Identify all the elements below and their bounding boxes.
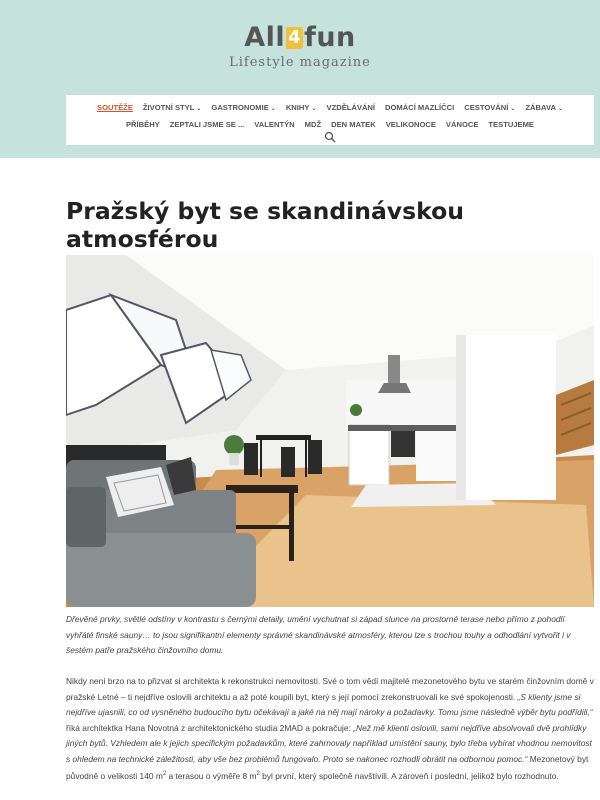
nav-item-label: SOUTĚŽE xyxy=(97,103,133,112)
nav-item-label: VELIKONOCE xyxy=(385,120,436,129)
nav-item-gastronomie[interactable] xyxy=(211,103,275,112)
nav-item-zivotni-styl[interactable] xyxy=(143,103,202,112)
chevron-down-icon: ⌄ xyxy=(270,106,276,112)
nav-item-label: DEN MATEK xyxy=(331,120,376,129)
nav-item-vzdelavani[interactable] xyxy=(327,103,376,112)
nav-row-secondary xyxy=(66,120,594,129)
site-header xyxy=(0,0,600,158)
logo-four-badge: 4 xyxy=(288,27,302,48)
nav-item-label: TESTUJEME xyxy=(488,120,534,129)
nav-item-valentyn[interactable] xyxy=(254,120,294,129)
nav-item-label: ZÁBAVA xyxy=(525,103,556,112)
nav-item-domaci-mazlicci[interactable] xyxy=(385,103,454,112)
article-title: Pražský byt se skandinávskou atmosférou xyxy=(66,197,464,253)
nav-item-label: KNIHY xyxy=(285,103,310,112)
article-paragraph: Nikdy není brzo na to přizvat si architekta k rekonstrukci nemovitosti. Své o tom vědí majitelé mezonetového bytu ve starém činžovním domě v pražské Letné – ti nejdříve oslovili architektu a až poté koupili byt, který s její pomocí zrekonstruovali ke své spokojenosti. „S klienty jsme si nejdříve ujasnili, co od vysněného budoucího bytu očekávají a jaké na něj mají nároky a požadavky. Tomu jsme následně výběr bytu podřídili,“ říká architektka Hana Novotná z architektonického studia 2MAD a pokračuje: „Než mě klienti oslovili, sami nejdříve absolvovali dvě prohlídky jiných bytů. Vzhledem ale k jejich specifickým požadavkům, které zahrnovaly například umístění sauny, bylo třeba vybírat vhodnou nemovitost s ohledem na technické záležitosti, aby vše bez problémů fungovalo. Proto se nakonec rozhodli obrátit na odbornou pomoc.“ Mezonetový byt původně o velikosti 140 $m^2$ a terasou o výměře 8 $m^2$ byl první, který společně navštívili. A zároveň i poslední, jelikož bylo rozhodnuto. xyxy=(66,676,594,781)
nav-item-den-matek[interactable] xyxy=(331,120,376,129)
nav-item-mdz[interactable] xyxy=(305,120,321,129)
nav-item-label: VZDĚLÁVÁNÍ xyxy=(326,103,376,112)
nav-item-pribehy[interactable] xyxy=(126,120,160,129)
article-hero-image xyxy=(66,255,594,607)
nav-item-knihy[interactable] xyxy=(286,103,317,112)
nav-item-zeptali-jsme-se[interactable] xyxy=(170,120,245,129)
nav-row-primary xyxy=(66,103,594,112)
image-caption: Dřevěné prvky, světlé odstíny v kontrastu s černými detaily, umění vychutnat si západ slunce na prostorné terase nebo přímo z pohodlí vyhřáté finské sauny… to jsou signifikantní elementy správné skandinávské atmosféry, kterou lze s trochou touhy a odhodlání vytvořit i v šestém patře pražského činžovního domu. xyxy=(66,614,571,655)
chevron-down-icon: ⌄ xyxy=(196,106,202,112)
logo-text-left: All xyxy=(244,22,286,53)
nav-item-label: ŽIVOTNÍ STYL xyxy=(142,103,195,112)
nav-item-label: CESTOVÁNÍ xyxy=(464,103,509,112)
nav-item-label: MDŽ xyxy=(304,120,322,129)
nav-item-label: VÁNOCE xyxy=(445,120,479,129)
chevron-down-icon: ⌄ xyxy=(510,106,516,112)
main-navigation xyxy=(66,95,594,145)
nav-item-cestovani[interactable] xyxy=(464,103,515,112)
nav-item-velikonoce[interactable] xyxy=(386,120,436,129)
site-tagline: Lifestyle magazine xyxy=(229,55,371,70)
nav-item-souteze[interactable] xyxy=(97,103,133,112)
nav-item-vanoce[interactable] xyxy=(446,120,479,129)
site-logo[interactable] xyxy=(0,22,600,53)
chevron-down-icon: ⌄ xyxy=(557,106,563,112)
logo-text-right: fun xyxy=(304,22,356,53)
nav-item-testujeme[interactable] xyxy=(488,120,534,129)
nav-item-label: DOMÁCÍ MAZLÍČCI xyxy=(385,103,455,112)
nav-item-zabava[interactable] xyxy=(525,103,563,112)
nav-item-label: PŘÍBĚHY xyxy=(125,120,160,129)
nav-item-label: VALENTÝN xyxy=(254,120,295,129)
nav-item-label: ZEPTALI JSME SE ... xyxy=(169,120,245,129)
chevron-down-icon: ⌄ xyxy=(311,106,317,112)
nav-item-label: GASTRONOMIE xyxy=(211,103,269,112)
search-icon[interactable] xyxy=(324,131,336,143)
